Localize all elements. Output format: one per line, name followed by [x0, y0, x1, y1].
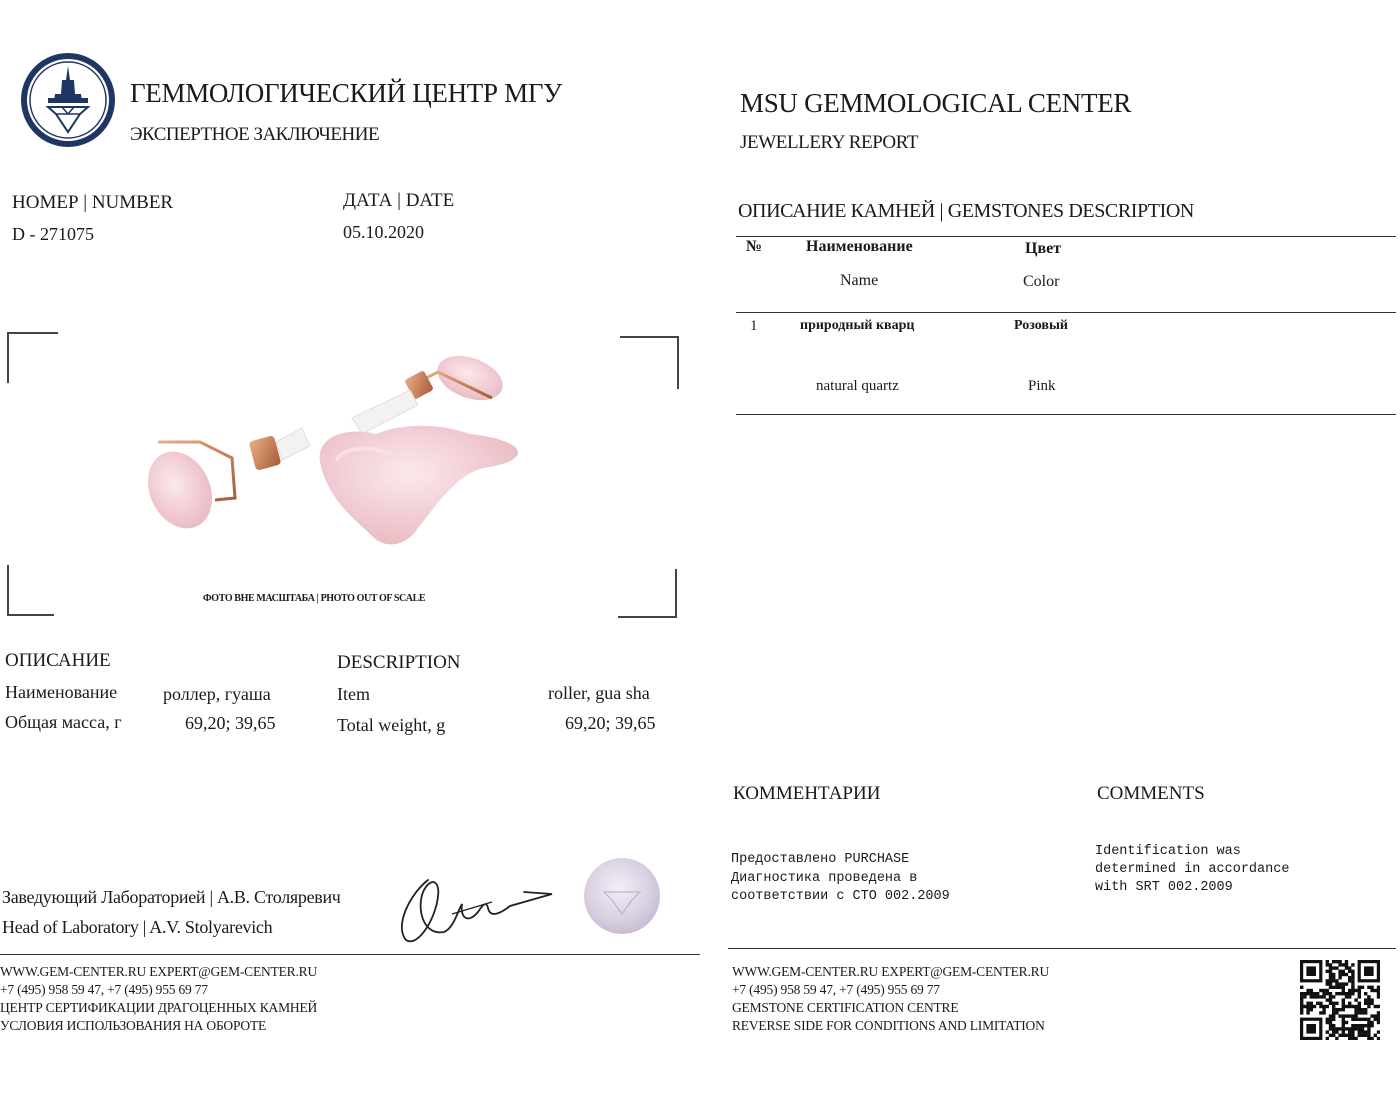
footer-rule-left	[0, 954, 700, 955]
date-value: 05.10.2020	[343, 222, 424, 242]
report-title-en: JEWELLERY REPORT	[740, 132, 919, 153]
comment-en-line3: with SRT 002.2009	[1095, 880, 1233, 895]
description-title-ru: ОПИСАНИЕ	[5, 650, 111, 671]
table-top-rule	[736, 236, 1396, 237]
comments-title-ru: КОММЕНТАРИИ	[733, 783, 881, 804]
comment-ru-line3: соответствии с СТО 002.2009	[731, 889, 950, 904]
row-name-ru: природный кварц	[800, 318, 915, 333]
msu-logo	[18, 50, 118, 150]
item-label-ru: Наименование	[5, 682, 118, 702]
footer-left-line4: УСЛОВИЯ ИСПОЛЬЗОВАНИЯ НА ОБОРОТЕ	[0, 1018, 267, 1033]
col-header-name-en: Name	[840, 272, 879, 289]
table-header-rule	[736, 312, 1396, 313]
footer-right-line1: WWW.GEM-CENTER.RU EXPERT@GEM-CENTER.RU	[732, 964, 1049, 979]
org-name-en: MSU GEMMOLOGICAL CENTER	[740, 88, 1132, 118]
col-header-color-ru: Цвет	[1025, 240, 1062, 257]
row-name-en: natural quartz	[816, 378, 899, 394]
photo-caption: ФОТО ВНЕ МАСШТАБА | PHOTO OUT OF SCALE	[203, 593, 426, 604]
signature-scribble	[392, 866, 562, 946]
gemstones-title: ОПИСАНИЕ КАМНЕЙ | GEMSTONES DESCRIPTION	[738, 200, 1194, 222]
report-title-ru: ЭКСПЕРТНОЕ ЗАКЛЮЧЕНИЕ	[130, 124, 380, 145]
qr-code	[1300, 960, 1380, 1040]
item-value-en: roller, gua sha	[548, 683, 650, 703]
item-value-ru: роллер, гуаша	[163, 684, 271, 704]
number-label: НОМЕР | NUMBER	[12, 192, 174, 213]
comments-title-en: COMMENTS	[1097, 783, 1205, 804]
signature-ru: Заведующий Лабораторией | А.В. Столяревич	[2, 887, 341, 907]
comment-ru-line2: Диагностика проведена в	[731, 871, 918, 886]
comment-ru-line1: Предоставлено PURCHASE	[731, 852, 910, 867]
weight-label-en: Total weight, g	[337, 715, 446, 735]
comment-en-line2: determined in accordance	[1095, 862, 1290, 877]
comment-en-line1: Identification was	[1095, 844, 1241, 859]
org-name-ru: ГЕММОЛОГИЧЕСКИЙ ЦЕНТР МГУ	[130, 78, 562, 108]
hologram-sticker	[582, 856, 662, 936]
row-color-en: Pink	[1028, 378, 1056, 394]
footer-left-line1: WWW.GEM-CENTER.RU EXPERT@GEM-CENTER.RU	[0, 964, 317, 979]
description-title-en: DESCRIPTION	[337, 652, 461, 673]
footer-right-line4: REVERSE SIDE FOR CONDITIONS AND LIMITATION	[732, 1018, 1045, 1033]
signature-en: Head of Laboratory | A.V. Stolyarevich	[2, 917, 273, 937]
row-color-ru: Розовый	[1014, 318, 1068, 333]
col-header-name-ru: Наименование	[806, 238, 913, 255]
footer-right-line2: +7 (495) 958 59 47, +7 (495) 955 69 77	[732, 982, 940, 997]
number-value: D - 271075	[12, 224, 94, 244]
footer-right-line3: GEMSTONE CERTIFICATION CENTRE	[732, 1000, 959, 1015]
item-label-en: Item	[337, 684, 370, 704]
weight-value-en: 69,20; 39,65	[565, 713, 656, 733]
weight-value-ru: 69,20; 39,65	[185, 713, 276, 733]
footer-left-line2: +7 (495) 958 59 47, +7 (495) 955 69 77	[0, 982, 208, 997]
weight-label-ru: Общая масса, г	[5, 712, 122, 732]
date-label: ДАТА | DATE	[343, 190, 455, 211]
row-no: 1	[750, 318, 758, 334]
footer-rule-right	[728, 948, 1396, 949]
footer-left-line3: ЦЕНТР СЕРТИФИКАЦИИ ДРАГОЦЕННЫХ КАМНЕЙ	[0, 1000, 318, 1015]
col-header-no: №	[746, 238, 763, 255]
product-photo	[140, 350, 540, 560]
col-header-color-en: Color	[1023, 273, 1060, 290]
table-bottom-rule	[736, 414, 1396, 415]
